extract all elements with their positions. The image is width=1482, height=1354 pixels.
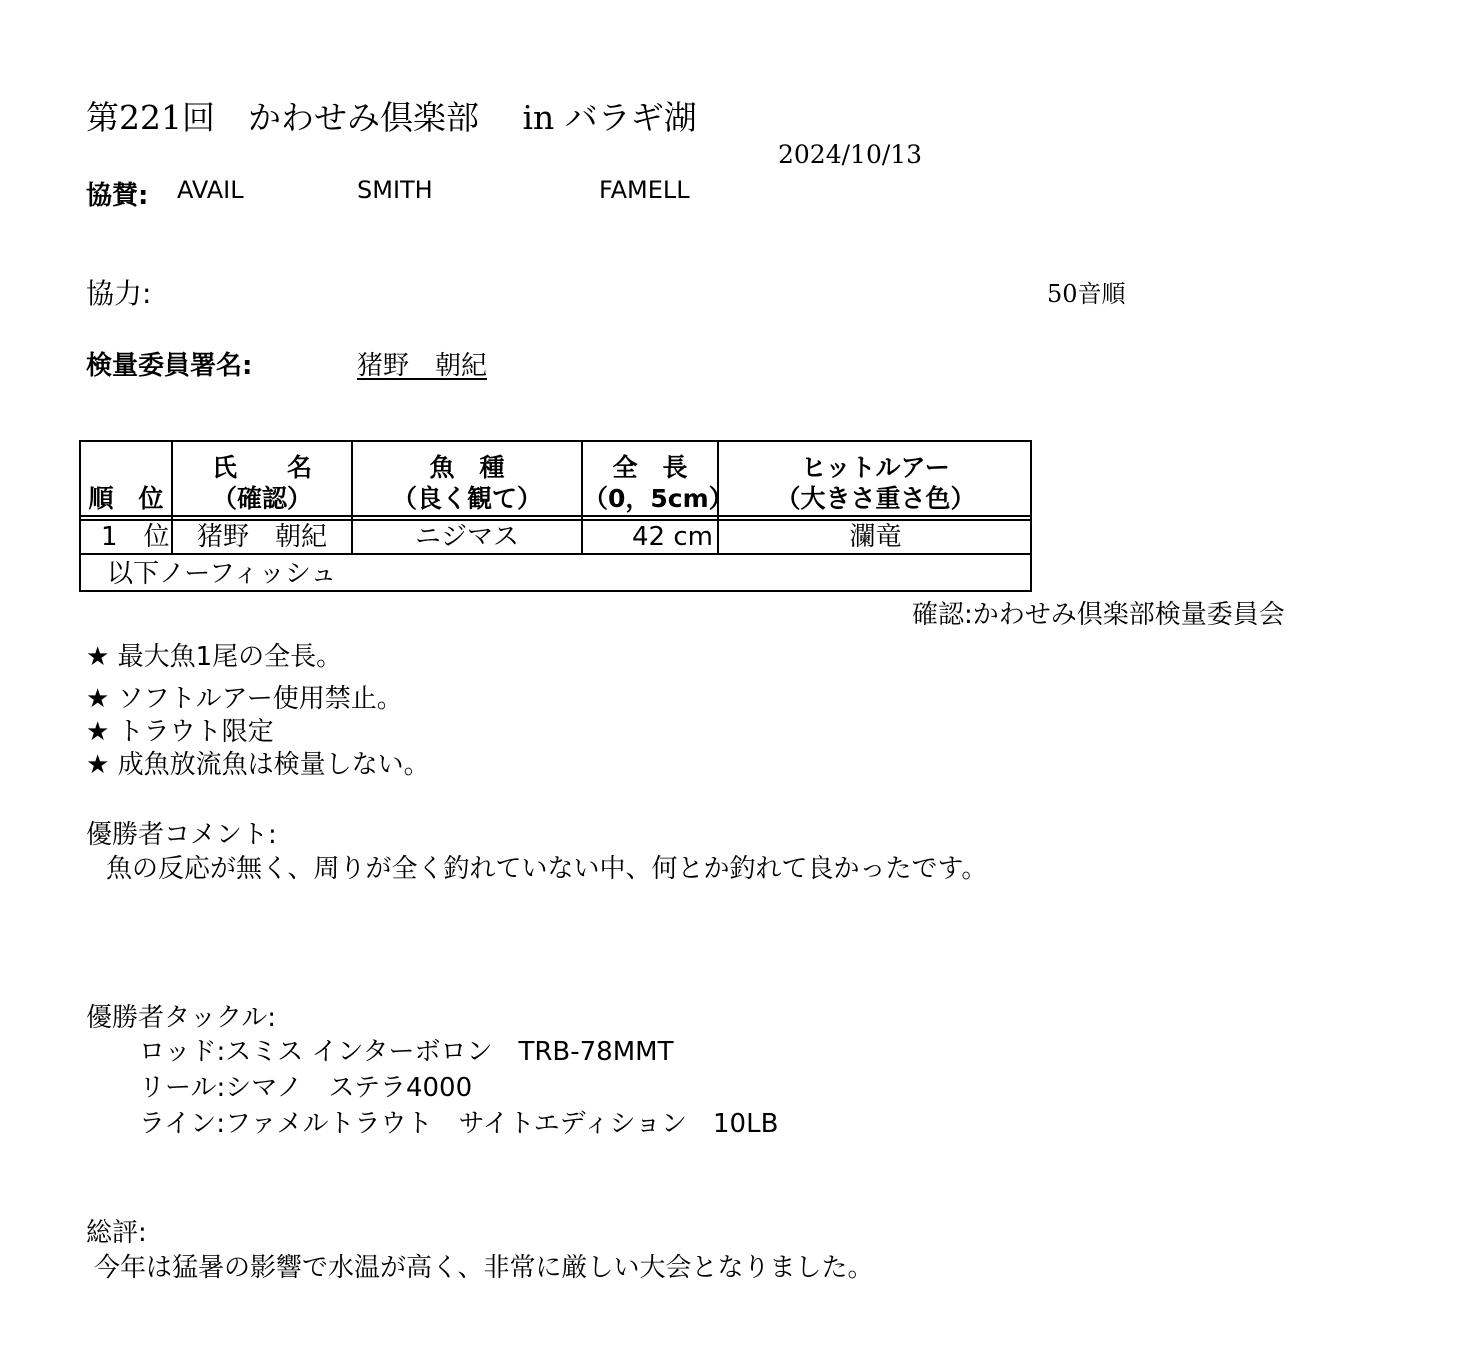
row-length: 42 cm [632, 522, 713, 552]
inspector-label: 検量委員署名: [86, 351, 253, 381]
table-divider [81, 515, 1030, 517]
row-rank: 1 位 [101, 522, 170, 552]
header-lure: ヒットルアー [801, 453, 950, 482]
header-name: 氏 名 [211, 453, 312, 482]
rule-item: ★ トラウト限定 [86, 717, 274, 747]
row-fish: ニジマス [414, 522, 519, 552]
header-length: 全 長 [612, 453, 688, 482]
confirm-note: 確認:かわせみ倶楽部検量委員会 [912, 600, 1285, 630]
table-footer-note: 以下ノーフィッシュ [107, 559, 337, 589]
header-fish: 魚 種 [429, 453, 505, 482]
rule-item: ★ 最大魚1尾の全長。 [86, 642, 343, 672]
sponsor-avail: AVAIL [177, 176, 244, 204]
row-lure: 瀾竜 [849, 522, 902, 552]
tackle-reel: リール:シマノ ステラ4000 [139, 1073, 473, 1103]
tackle-rod: ロッド:スミス インターボロン TRB-78MMT [139, 1037, 674, 1067]
review-text: 今年は猛暑の影響で水温が高く、非常に厳しい大会となりました。 [94, 1253, 874, 1283]
rule-item: ★ 成魚放流魚は検量しない。 [86, 750, 430, 780]
header-fish-note: （良く観て） [391, 484, 542, 513]
winner-tackle-label: 優勝者タックル: [86, 1003, 276, 1033]
header-lure-note: （大きさ重さ色） [775, 484, 976, 513]
row-name: 猪野 朝紀 [196, 522, 327, 552]
sponsor-label: 協賛: [86, 181, 149, 211]
rule-item: ★ ソフトルアー使用禁止。 [86, 684, 403, 714]
cooperation-label: 協力: [86, 277, 152, 310]
page-title: 第221回 かわせみ倶楽部 in バラギ湖 [86, 98, 697, 137]
review-label: 総評: [86, 1218, 147, 1248]
winner-comment-label: 優勝者コメント: [86, 820, 277, 850]
header-length-note: （0，5cm） [583, 484, 734, 513]
header-name-note: （確認） [211, 484, 312, 513]
event-date: 2024/10/13 [778, 140, 923, 169]
tackle-line: ライン:ファメルトラウト サイトエディション 10LB [139, 1109, 779, 1139]
results-table [79, 440, 1032, 592]
inspector-name: 猪野 朝紀 [357, 351, 488, 381]
sponsor-smith: SMITH [357, 176, 433, 204]
sponsor-famell: FAMELL [599, 176, 690, 204]
winner-comment-text: 魚の反応が無く、周りが全く釣れていない中、何とか釣れて良かったです。 [106, 854, 988, 884]
order-note: 50音順 [1047, 280, 1126, 308]
header-rank: 順 位 [88, 484, 164, 513]
